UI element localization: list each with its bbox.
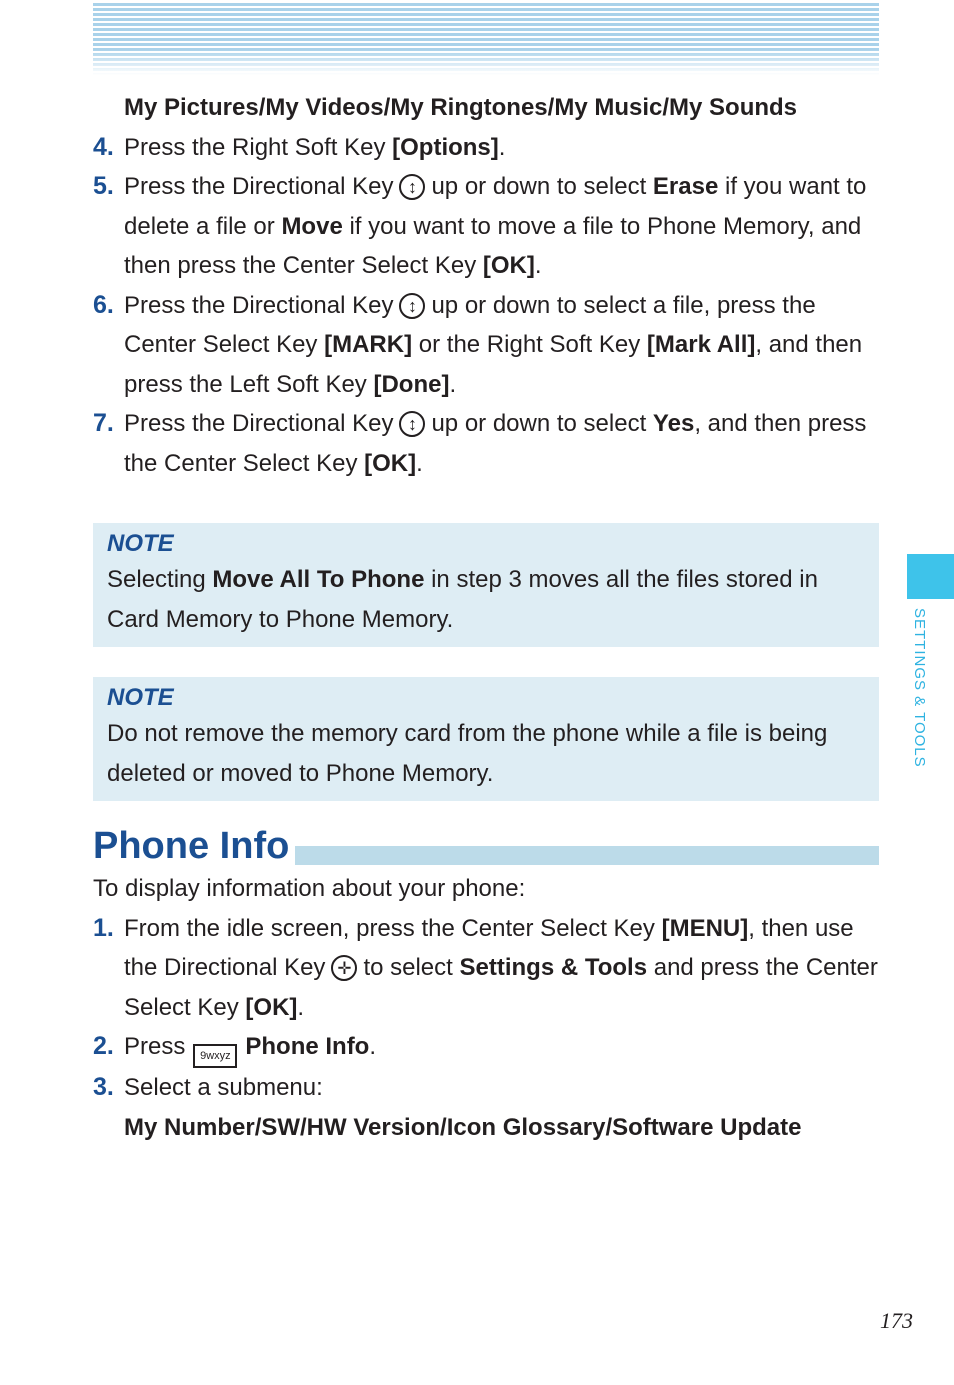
bottom-submenu: My Number/SW/HW Version/Icon Glossary/Software Update <box>124 1113 802 1141</box>
text-run: or the Right Soft Key <box>412 331 647 358</box>
directional-key-updown-icon <box>399 411 425 437</box>
note-title: NOTE <box>107 684 174 711</box>
key-label: [MENU] <box>661 914 749 942</box>
step-number: 6. <box>93 290 114 319</box>
chapter-label: SETTINGS & TOOLS <box>911 608 928 768</box>
key-label: [Done] <box>373 370 450 398</box>
text-run: to select <box>363 954 460 981</box>
note-box-1 <box>93 523 879 647</box>
step-5 <box>93 167 879 286</box>
text-run: Press the Right Soft Key <box>124 133 393 161</box>
key-label: [OK] <box>482 252 535 279</box>
step-number: 3. <box>93 1073 114 1101</box>
menu-phone-info: Phone Info <box>245 1033 370 1060</box>
section-title: Phone Info <box>93 823 295 869</box>
step-4 <box>93 128 879 168</box>
chapter-tab <box>907 554 954 599</box>
step-7 <box>93 404 879 483</box>
text-run: . <box>498 133 506 161</box>
step-text <box>124 404 879 483</box>
text-run: up or down to select <box>431 173 653 200</box>
text-run: if you want to move a file to Phone Memory, and then press the Center Select Key <box>124 212 862 279</box>
key-label: [MARK] <box>324 331 413 358</box>
text-run: . <box>534 252 542 279</box>
directional-key-updown-icon <box>399 293 425 319</box>
section-heading <box>93 823 879 869</box>
text-run: Press the Directional Key <box>124 173 394 200</box>
text-run: Press the Directional Key <box>124 291 394 319</box>
text-run: if you want to delete a file or <box>124 173 867 240</box>
key-label: [Mark All] <box>646 331 756 358</box>
option-move-all: Move All To Phone <box>212 566 425 593</box>
text-run: From the idle screen, press the Center Select Key <box>124 914 662 942</box>
step-text <box>124 128 879 168</box>
step-number: 4. <box>93 132 114 161</box>
text-run: . <box>416 449 423 477</box>
text-run: in step 3 moves all the files stored in Card Memory to Phone Memory. <box>107 566 818 633</box>
text-run: Press the Directional Key <box>124 410 394 437</box>
option-yes: Yes <box>652 410 695 437</box>
note-text <box>107 560 865 639</box>
text-run: up or down to select a file, press the Center Select Key <box>124 291 816 358</box>
option-erase: Erase <box>652 173 719 200</box>
step-number: 2. <box>93 1032 114 1060</box>
text-run: . <box>369 1033 377 1060</box>
step-text <box>124 1027 879 1068</box>
step-6 <box>93 286 879 405</box>
text-run: , and then press the Left Soft Key <box>124 331 863 398</box>
keypad-9-icon: 9wxyz <box>193 1044 237 1068</box>
step-2 <box>93 1027 879 1068</box>
note-text: Do not remove the memory card from the phone while a file is being deleted or moved to Phone Memory. <box>107 720 828 787</box>
text-run: . <box>297 993 305 1021</box>
step-number: 5. <box>93 172 114 200</box>
text-run: and press the Center Select Key <box>124 954 878 1021</box>
key-label: [OK] <box>245 993 298 1021</box>
note-title: NOTE <box>107 530 174 557</box>
note-box-2 <box>93 677 879 801</box>
page-content <box>93 88 879 1147</box>
page-number: 173 <box>880 1308 913 1333</box>
key-label: [Options] <box>392 133 499 161</box>
step-number: 7. <box>93 409 114 437</box>
menu-settings-tools: Settings & Tools <box>459 954 648 981</box>
key-label: [OK] <box>364 449 417 477</box>
text-run: up or down to select <box>431 410 653 437</box>
step-1 <box>93 909 879 1028</box>
directional-key-4way-icon <box>331 955 357 981</box>
step-text <box>124 286 879 405</box>
text-run: , and then press the Center Select Key <box>124 410 867 477</box>
top-submenu: My Pictures/My Videos/My Ringtones/My Music/My Sounds <box>124 94 798 121</box>
text-run: Press <box>124 1033 186 1060</box>
intro-text: To display information about your phone: <box>93 875 526 902</box>
directional-key-updown-icon <box>399 174 425 200</box>
option-move: Move <box>281 212 343 240</box>
text-run: , then use the Directional Key <box>124 914 854 981</box>
text-run: . <box>449 370 457 398</box>
step-text: Select a submenu: <box>124 1074 323 1101</box>
step-3 <box>93 1068 879 1108</box>
text-run: Selecting <box>107 566 213 593</box>
step-number: 1. <box>93 913 114 942</box>
header-decoration <box>93 3 879 75</box>
step-text <box>124 167 879 286</box>
step-text <box>124 909 879 1028</box>
